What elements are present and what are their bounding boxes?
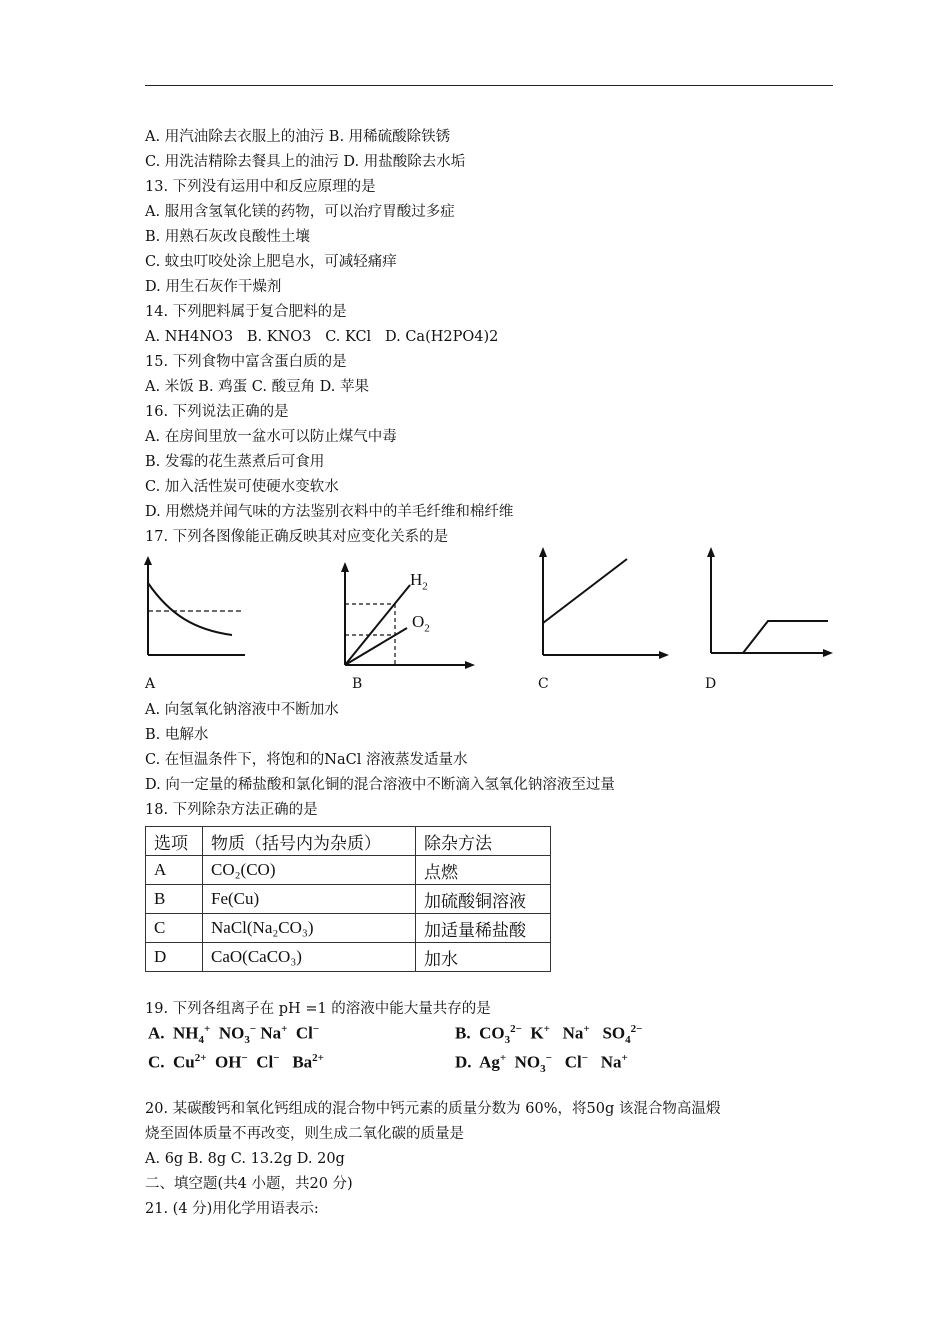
q18-stem: 18. 下列除杂方法正确的是 (145, 802, 318, 818)
q14-options: A. NH4NO3 B. KNO3 C. KCl D. Ca(H2PO4)2 (145, 329, 499, 345)
q17-option-b: B. 电解水 (145, 727, 209, 743)
table-cell: 加水 (416, 943, 551, 972)
q17-stem: 17. 下列各图像能正确反映其对应变化关系的是 (145, 529, 449, 545)
graph-a (140, 555, 250, 660)
graph-label-a: A (145, 676, 156, 692)
table-row (146, 914, 551, 943)
table-cell: B (146, 885, 203, 914)
q19-option-a: A. $NH_4^+$ $NO_3^-$ Na+ Cl− (148, 1023, 320, 1047)
q16-option-c: C. 加入活性炭可使硬水变软水 (145, 479, 339, 495)
q13-option-b: B. 用熟石灰改良酸性土壤 (145, 229, 310, 245)
section-2-heading: 二、填空题(共4 小题，共20 分) (145, 1176, 353, 1192)
q19-stem: 19. 下列各组离子在 pH =1 的溶液中能大量共存的是 (145, 1001, 491, 1017)
o2-label: $O_2$ (412, 612, 430, 635)
graph-label-c: C (538, 676, 549, 692)
graph-label-d: D (705, 676, 717, 692)
q13-option-a: A. 服用含氢氧化镁的药物，可以治疗胃酸过多症 (145, 204, 455, 220)
q20-stem-line1: 20. 某碳酸钙和氧化钙组成的混合物中钙元素的质量分数为 60%，将50g 该混合物高温煅 (145, 1101, 721, 1117)
table-cell: A (146, 856, 203, 885)
table-cell: Fe(Cu) (203, 885, 416, 914)
q12-option-cd: C. 用洗洁精除去餐具上的油污 D. 用盐酸除去水垢 (145, 154, 466, 170)
graph-label-b: B (352, 676, 363, 692)
table-cell: 点燃 (416, 856, 551, 885)
q12-option-ab: A. 用汽油除去衣服上的油污 B. 用稀硫酸除铁锈 (145, 129, 451, 145)
q19-option-d: D. Ag+ $NO_3^-$ Cl− Na+ (455, 1052, 628, 1076)
table-row (146, 856, 551, 885)
q16-option-b: B. 发霉的花生蒸煮后可食用 (145, 454, 325, 470)
q16-stem: 16. 下列说法正确的是 (145, 404, 289, 420)
graph-c (535, 545, 675, 660)
table-row (146, 943, 551, 972)
header-rule (145, 85, 833, 86)
q13-stem: 13. 下列没有运用中和反应原理的是 (145, 179, 376, 195)
q17-option-c: C. 在恒温条件下，将饱和的NaCl 溶液蒸发适量水 (145, 752, 468, 768)
table-header-cell: 选项 (146, 827, 203, 856)
q13-option-d: D. 用生石灰作干燥剂 (145, 279, 282, 295)
q19-option-b: B. $CO_3^{2-}$ K+ Na+ $SO_4^{2-}$ (455, 1023, 643, 1047)
table-cell: 加适量稀盐酸 (416, 914, 551, 943)
table-cell: NaCl(Na₂CO₃) (203, 914, 416, 943)
q13-option-c: C. 蚊虫叮咬处涂上肥皂水，可减轻痛痒 (145, 254, 397, 270)
table-header-row (146, 827, 551, 856)
q16-option-d: D. 用燃烧并闻气味的方法鉴别衣料中的羊毛纤维和棉纤维 (145, 504, 514, 520)
table-row (146, 885, 551, 914)
graph-d (703, 545, 838, 660)
table-cell: C (146, 914, 203, 943)
q20-options: A. 6g B. 8g C. 13.2g D. 20g (145, 1151, 345, 1167)
q15-stem: 15. 下列食物中富含蛋白质的是 (145, 354, 347, 370)
table-cell: D (146, 943, 203, 972)
table-header-cell: 除杂方法 (416, 827, 551, 856)
table-cell: CO₂(CO) (203, 856, 416, 885)
table-cell: CaO(CaCO₃) (203, 943, 416, 972)
q20-stem-line2: 烧至固体质量不再改变，则生成二氧化碳的质量是 (145, 1126, 464, 1142)
q16-option-a: A. 在房间里放一盆水可以防止煤气中毒 (145, 429, 397, 445)
h2-label: $H_2$ (410, 570, 428, 593)
impurity-table (145, 826, 551, 972)
q17-option-d: D. 向一定量的稀盐酸和氯化铜的混合溶液中不断滴入氢氧化钠溶液至过量 (145, 777, 615, 793)
q17-option-a: A. 向氢氧化钠溶液中不断加水 (145, 702, 339, 718)
q14-stem: 14. 下列肥料属于复合肥料的是 (145, 304, 347, 320)
table-cell: 加硫酸铜溶液 (416, 885, 551, 914)
q21-stem: 21. (4 分)用化学用语表示: (145, 1201, 319, 1217)
table-header-cell: 物质（括号内为杂质） (203, 827, 416, 856)
graph-b (335, 560, 480, 670)
q19-option-c: C. $Cu^{2+}$ OH− Cl− $Ba^{2+}$ (148, 1052, 324, 1072)
q15-options: A. 米饭 B. 鸡蛋 C. 酸豆角 D. 苹果 (145, 379, 370, 395)
